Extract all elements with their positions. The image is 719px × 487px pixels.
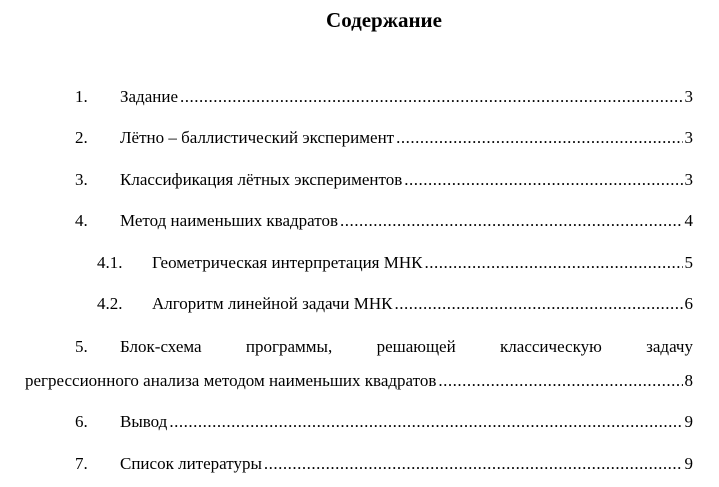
- toc-entry-label: Алгоритм линейной задачи МНК: [152, 294, 393, 313]
- toc-entry-number: 2.: [75, 128, 88, 147]
- toc-entry-label: Классификация лётных экспериментов: [120, 170, 403, 189]
- toc-label-word: классическую: [500, 337, 602, 356]
- toc-entry-2[interactable]: [0, 127, 719, 151]
- toc-page-number: 4: [684, 211, 693, 230]
- toc-page-number: 6: [684, 294, 693, 313]
- toc-entry-number: 6.: [75, 412, 88, 431]
- dot-leader: [438, 370, 682, 392]
- toc-entry-number: 4.1.: [97, 253, 123, 272]
- toc-label-word: программы,: [245, 337, 333, 356]
- toc-page-number: 9: [684, 454, 693, 473]
- toc-entry-label-line-1: [120, 336, 693, 358]
- toc-entry-number: 4.: [75, 211, 88, 230]
- toc-entry-4-1[interactable]: [0, 252, 719, 276]
- toc-page-number: 3: [684, 87, 693, 106]
- toc-page-number: 8: [684, 371, 693, 390]
- toc-entry-number: 1.: [75, 87, 88, 106]
- toc-entry-number: 5.: [75, 337, 88, 356]
- toc-entry-label: Задание: [120, 87, 178, 106]
- toc-entry-label: Лётно – баллистический эксперимент: [120, 128, 395, 147]
- toc-entry-7[interactable]: [0, 453, 719, 477]
- toc-page-number: 9: [684, 412, 693, 431]
- toc-entry-label: Метод наименьших квадратов: [120, 211, 338, 230]
- dot-leader: [396, 127, 682, 149]
- dot-leader: [169, 411, 682, 433]
- toc-entry-number: 7.: [75, 454, 88, 473]
- toc-entry-label: Геометрическая интерпретация МНК: [152, 253, 423, 272]
- toc-label-word: задачу: [646, 337, 693, 356]
- toc-entry-1[interactable]: [0, 86, 719, 110]
- toc-page-number: 5: [684, 253, 693, 272]
- dot-leader: [340, 210, 683, 232]
- toc-page-number: 3: [684, 170, 693, 189]
- toc-entry-label: Вывод: [120, 412, 168, 431]
- dot-leader: [424, 252, 682, 274]
- toc-entry-label-line-2: регрессионного анализа методом наименьших квадратов: [25, 371, 437, 390]
- toc-title: Содержание: [326, 8, 442, 32]
- dot-leader: [180, 86, 683, 108]
- toc-entry-4-2[interactable]: [0, 293, 719, 317]
- toc-entry-number: 4.2.: [97, 294, 123, 313]
- toc-page-number: 3: [684, 128, 693, 147]
- toc-entry-3[interactable]: [0, 169, 719, 193]
- toc-entry-5[interactable]: [0, 336, 719, 392]
- toc-entry-label: Список литературы: [120, 454, 262, 473]
- toc-label-word: Блок-схема: [120, 337, 202, 356]
- toc-entry-6[interactable]: [0, 411, 719, 435]
- dot-leader: [264, 453, 683, 475]
- toc-entry-4[interactable]: [0, 210, 719, 234]
- dot-leader: [395, 293, 683, 315]
- toc-label-word: решающей: [376, 337, 456, 356]
- toc-entry-number: 3.: [75, 170, 88, 189]
- dot-leader: [404, 169, 682, 191]
